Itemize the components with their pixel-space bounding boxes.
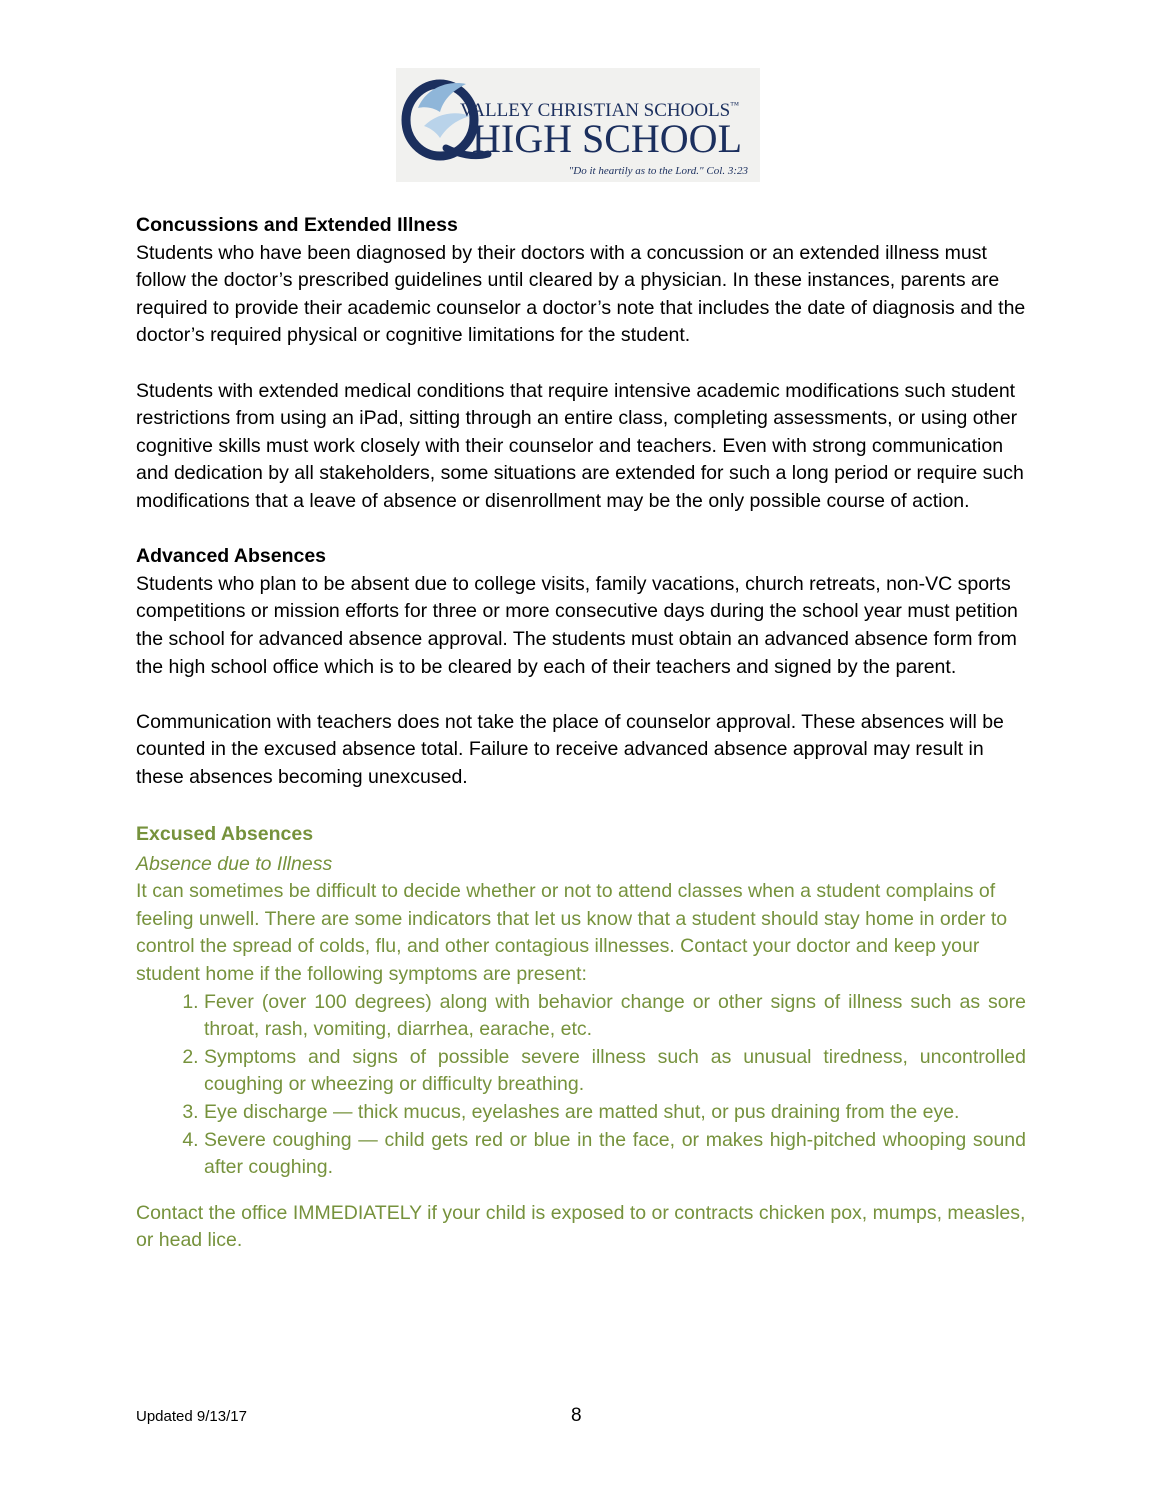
excused-closing: Contact the office IMMEDIATELY if your child is exposed to or contracts chicken pox, mumps, measles, or head lice. — [136, 1201, 1026, 1252]
concussions-paragraph-1: Students who have been diagnosed by their doctors with a concussion or an extended illness must follow the doctor’s prescribed guidelines until cleared by a physician. In these instances, parents are required to provide their academic counselor a doctor’s note that includes the date of diagnosis and the doctor’s required physical or cognitive limitations for the student. — [136, 241, 1026, 347]
logo-graphic — [396, 68, 760, 182]
school-logo — [396, 68, 760, 182]
page-number: 8 — [571, 1405, 582, 1426]
logo-line1: VALLEY CHRISTIAN SCHOOLS™ — [460, 100, 740, 121]
footer-updated: Updated 9/13/17 — [136, 1408, 247, 1425]
list-item: 1. Fever (over 100 degrees) along with behavior change or other signs of illness such as sore throat, rash, vomiting, diarrhea, earache, etc. — [204, 989, 1026, 1044]
advanced-paragraph-2: Communication with teachers does not take the place of counselor approval. These absences will be counted in the excused absence total. Failure to receive advanced absence approval may result in these absences becoming unexcused. — [136, 710, 1004, 788]
advanced-paragraph-1: Students who plan to be absent due to college visits, family vacations, church retreats, non-VC sports competitions or mission efforts for three or more consecutive days during the school year must petition the school for advanced absence approval. The students must obtain an advanced absence form from the high school office which is to be cleared by each of their teachers and signed by the parent. — [136, 572, 1018, 678]
logo-line2: HIGH SCHOOL — [472, 116, 742, 161]
list-item: 4. Severe coughing — child gets red or blue in the face, or makes high-pitched whooping sound after coughing. — [204, 1127, 1026, 1182]
concussions-paragraph-2: Students with extended medical conditions that require intensive academic modifications such student restrictions from using an iPad, sitting through an entire class, completing assessments, or using other cognitive skills must work closely with their counselor and teachers. Even with strong communication and dedication by all stakeholders, some situations are extended for such a long period or require such modifications that a leave of absence or disenrollment may be the only possible course of action. — [136, 379, 1024, 512]
list-item: 2. Symptoms and signs of possible severe illness such as unusual tiredness, uncontrolled coughing or wheezing or difficulty breathing. — [204, 1044, 1026, 1099]
symptom-list — [136, 989, 1026, 1182]
advanced-heading: Advanced Absences — [136, 545, 327, 568]
excused-heading: Excused Absences — [136, 823, 314, 846]
excused-intro: It can sometimes be difficult to decide whether or not to attend classes when a student complains of feeling unwell. There are some indicators that let us know that a student should stay home in order to control the spread of colds, flu, and other contagious illnesses. Contact your doctor and keep your student home if the following symptoms are present: — [136, 880, 1008, 986]
document-body — [136, 212, 1026, 1255]
excused-subheading: Absence due to Illness — [136, 852, 333, 875]
concussions-heading: Concussions and Extended Illness — [136, 214, 458, 236]
logo-motto: "Do it heartily as to the Lord." Col. 3:23 — [568, 165, 748, 177]
list-item: 3. Eye discharge — thick mucus, eyelashes are matted shut, or pus draining from the eye. — [204, 1099, 1026, 1127]
